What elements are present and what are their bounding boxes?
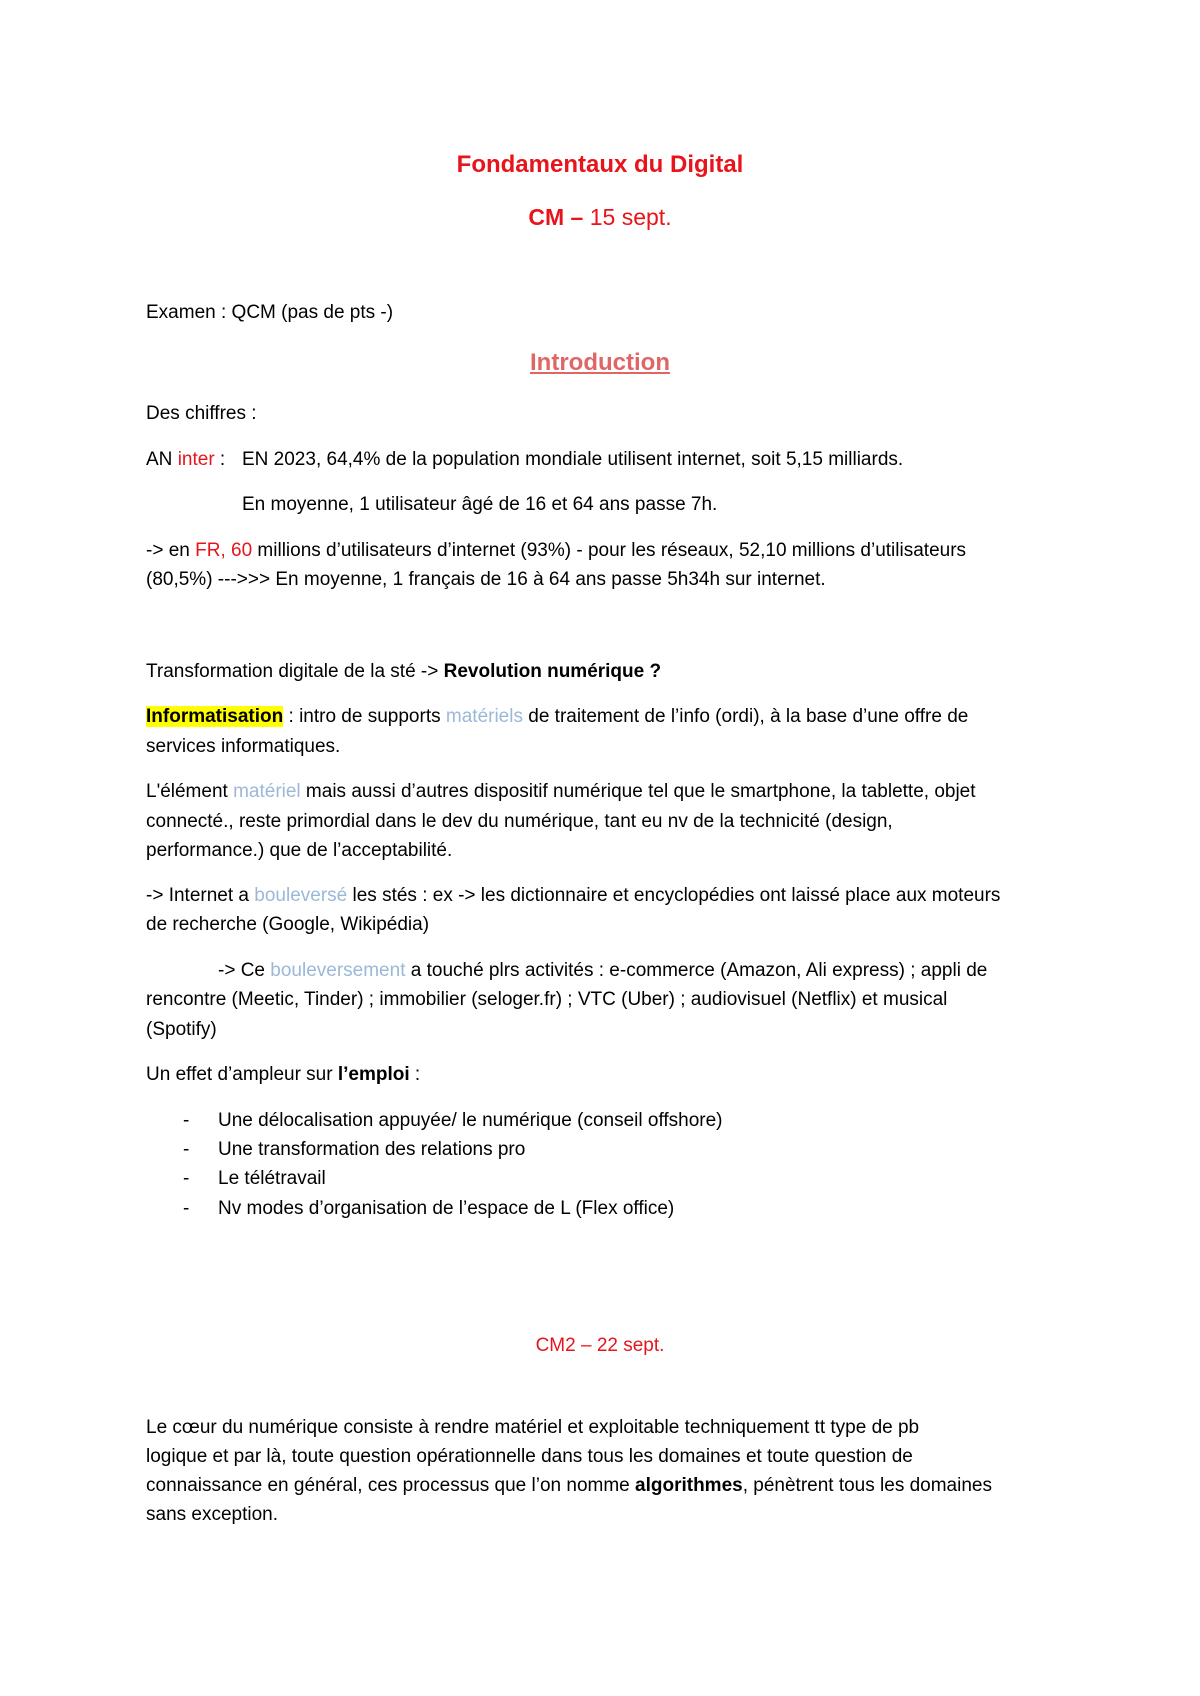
internet-line-2: de recherche (Google, Wikipédia) [146,914,430,935]
ce-a: -> Ce [218,960,271,981]
element-b: mais aussi d’autres dispositif numérique tel que le smartphone, la tablette, objet [300,781,976,802]
ce-line-1 [218,960,987,983]
informatisation-a: : intro de supports [283,706,446,727]
cm2-heading: CM2 – 22 sept. [535,1335,665,1356]
materiels-word: matériels [445,706,523,727]
fr-line-1 [146,540,966,563]
informatisation-line-1 [146,706,968,729]
coeur-a: connaissance en général, ces processus que l’on nomme [146,1475,636,1496]
cm-date: 15 sept. [589,204,672,230]
coeur-line-4: sans exception. [146,1504,279,1525]
fr-line-2: (80,5%) --->>> En moyenne, 1 français de 16 à 64 ans passe 5h34h sur internet. [146,569,826,590]
an-prefix: AN [146,449,178,470]
emploi-bold: l’emploi [337,1064,410,1085]
emploi-suffix: : [409,1064,421,1085]
an-text: EN 2023, 64,4% de la population mondiale utilisent internet, soit 5,15 milliards. [242,449,904,470]
bullet-marker: - [183,1198,190,1219]
bouleverse-word: bouleversé [254,885,348,906]
an-colon: : [214,449,226,470]
cm-heading [0,204,1200,232]
bullet-marker: - [183,1110,190,1131]
cm-label: CM [528,204,565,230]
fr-rest: millions d’utilisateurs d’internet (93%) - pour les réseaux, 52,10 millions d’utilisateurs [252,540,967,561]
bullet-item [0,1168,1200,1192]
element-line-1 [146,781,976,804]
coeur-line-3 [146,1475,992,1498]
bullet-marker: - [183,1139,190,1160]
coeur-line-2: logique et par là, toute question opérationnelle dans tous les domaines et toute question de [146,1446,913,1467]
element-a: L'élément [146,781,234,802]
intro-heading: Introduction [530,349,670,376]
transformation-prefix: Transformation digitale de la sté -> [146,661,444,682]
internet-a: -> Internet a [146,885,255,906]
algorithmes-word: algorithmes [635,1475,743,1496]
transformation-bold: Revolution numérique ? [443,661,662,682]
bouleversement-word: bouleversement [270,960,406,981]
ce-b: a touché plrs activités : e-commerce (Amazon, Ali express) ; appli de [405,960,988,981]
bullet-item [0,1139,1200,1163]
an-inter: inter [177,449,215,470]
fr-prefix: -> en [146,540,196,561]
bullet-item [0,1198,1200,1222]
cm-dash: – [564,204,590,230]
transformation-line [146,661,661,684]
emploi-prefix: Un effet d’ampleur sur [146,1064,338,1085]
materiel-word: matériel [233,781,301,802]
internet-b: les stés : ex -> les dictionnaire et encyclopédies ont laissé place aux moteurs [347,885,1001,906]
moyenne-line: En moyenne, 1 utilisateur âgé de 16 et 64 ans passe 7h. [242,494,718,515]
ce-line-3: (Spotify) [146,1019,217,1040]
bullet-text: Nv modes d’organisation de l’espace de L (Flex office) [218,1198,675,1219]
emploi-line [146,1064,420,1087]
chiffres-label: Des chiffres : [146,403,257,424]
bullet-marker: - [183,1168,190,1189]
informatisation-term: Informatisation [146,706,284,727]
bullet-text: Une transformation des relations pro [218,1139,526,1160]
exam-line: Examen : QCM (pas de pts -) [146,302,394,323]
coeur-b: , pénètrent tous les domaines [742,1475,992,1496]
fr-highlight: FR, 60 [195,540,253,561]
coeur-line-1: Le cœur du numérique consiste à rendre matériel et exploitable techniquement tt type de pb [146,1417,920,1438]
informatisation-b: de traitement de l’info (ordi), à la base d’une offre de [522,706,969,727]
bullet-text: Une délocalisation appuyée/ le numérique (conseil offshore) [218,1110,723,1131]
element-line-2: connecté., reste primordial dans le dev du numérique, tant eu nv de la technicité (design, [146,811,893,832]
informatisation-line-2: services informatiques. [146,736,341,757]
bullet-text: Le télétravail [218,1168,326,1189]
internet-line-1 [146,885,1000,908]
ce-line-2: rencontre (Meetic, Tinder) ; immobilier (seloger.fr) ; VTC (Uber) ; audiovisuel (Netflix) et musical [146,989,948,1010]
bullet-item [0,1110,1200,1134]
an-line [146,449,225,472]
doc-title: Fondamentaux du Digital [456,151,744,178]
element-line-3: performance.) que de l’acceptabilité. [146,840,453,861]
